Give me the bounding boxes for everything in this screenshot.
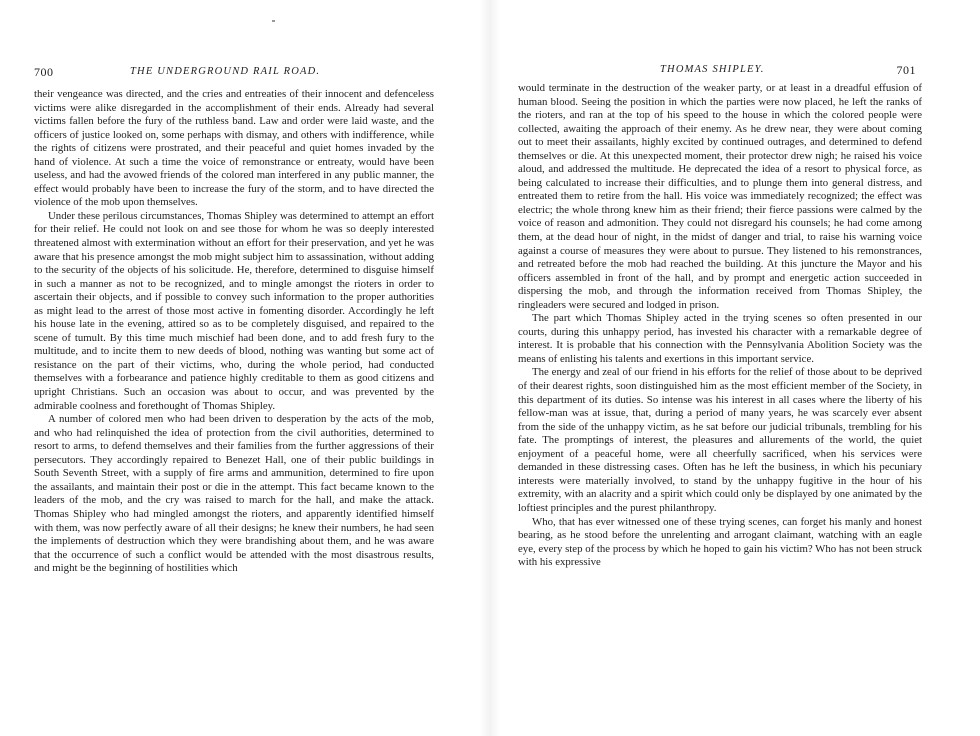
running-title: THOMAS SHIPLEY. [660,64,765,75]
paragraph: would terminate in the destruction of the weaker party, or at least in a dreadful effusion of human blood. Seeing the position in which the parties were now placed, he left the ranks of the rioters, and ran at the top of his speed to the house in which the colored people were collected, awaiting the approach of their enemy. As he drew near, they were about coming out to meet their assailants, highly excited by continued outrages, and determined to defend themselves or die. At this unexpected moment, their protector drew nigh; he raised his voice aloud, and addressed the multitude. He deprecated the idea of a resort to physical force, as being calculated to increase their difficulties, and to plunge them into general distress, and entreated them to retire from the hall. His voice was immediately recognized; the effect was electric; the whole throng knew him as their friend; their fierce passions were calmed by the voice of reason and admonition. They could not disregard his counsels; he had come among them, at the dead hour of night, in the midst of danger and trial, to raise his warning voice against a course of measures they were about to pursue. They listened to his remonstrances, and retreated before the mob had reached the building. At this juncture the Mayor and his officers assembled in front of the hall, and by prompt and energetic action succeeded in dispersing the mob, and through the information received from Thomas Shipley, the ringleaders were secured and lodged in prison. [518,82,922,311]
book-spine [480,0,500,736]
running-title: THE UNDERGROUND RAIL ROAD. [130,66,321,77]
paragraph: A number of colored men who had been driven to desperation by the acts of the mob, and who had relinquished the idea of protection from the civil authorities, determined to resort to arms, to defend themselves and their families from the further aggressions of their persecutors. They accordingly repaired to Benezet Hall, one of their public buildings in South Seventh Street, with a supply of fire arms and ammunition, determined to fire upon the assailants, and maintain their post or die in the attempt. This fact became known to the leaders of the mob, and the cry was raised to march for the hall, and make the attack. Thomas Shipley who had mingled amongst the rioters, and apparently identified himself with them, was now perfectly aware of all their designs; he knew their numbers, he had seen the implements of destruction which they were brandishing about them, and he was aware that the occurrence of such a conflict would be attended with the most disastrous results, and might be the beginning of hostilities which [34,413,434,575]
left-page [0,0,480,736]
page-number: 701 [896,63,916,77]
paragraph: their vengeance was directed, and the cries and entreaties of their innocent and defenceless victims were alike disregarded in the accomplishment of their ends. Already had several victims fallen before the fury of the ruthless band. Law and order were laid waste, and the officers of justice looked on, some perhaps with dismay, and others with indifference, while the rights of citizens were prostrated, and their peaceful and quiet homes invaded by the hand of violence. At such a time the voice of remonstrance or entreaty, would have been useless, and had the avowed friends of the colored man interfered in any public manner, the effect would probably have been to increase the fury of the storm, and to have directed the violence of the mob upon themselves. [34,88,434,209]
page-number: 700 [34,65,54,79]
body-text [518,82,922,570]
right-page [500,0,980,736]
body-text [34,88,434,576]
paragraph: The energy and zeal of our friend in his efforts for the relief of those about to be deprived of their dearest rights, soon distinguished him as the most efficient member of the Society, in this department of its duties. So intense was his interest in all cases where the liberty of his fellow-man was at issue, that, during a period of many years, he was scarcely ever absent from the side of the unhappy victim, as he sat before our judicial tribunals, trembling for his fate. The promptings of interest, the pleasures and allurements of the world, the quiet enjoyment of a peaceful home, were all cheerfully sacrificed, when his services were demanded in these distressing cases. Often has he left the business, in which his pecuniary interests were materially involved, to stand by the unhappy fugitive in the hour of his extremity, with an alacrity and a spirit which could only be displayed by one animated by the loftiest principles and the purest philanthropy. [518,366,922,514]
paragraph: Who, that has ever witnessed one of these trying scenes, can forget his manly and honest bearing, as he stood before the unrelenting and arrogant claimant, watching with an eagle eye, every step of the process by which he hoped to gain his victim? Who has not been struck with his expressive [518,515,922,569]
paragraph: The part which Thomas Shipley acted in the trying scenes so often presented in our courts, during this unhappy period, has invested his character with a remarkable degree of interest. It is probable that his connection with the Pennsylvania Abolition Society was the means of enlisting his talents and exertions in this important service. [518,312,922,365]
paragraph: Under these perilous circumstances, Thomas Shipley was determined to attempt an effort for their relief. He could not look on and see those for whom he was so deeply interested threatened almost with extermination without an effort for their preservation, and yet he was aware that his presence amongst the mob might subject him to assassination, without adding to the security of the objects of his solicitude. He, therefore, determined to disguise himself in such a manner as not to be recognized, and to mingle amongst the rioters in order to ascertain their objects, and if possible to convey such information to the proper authorities as might lead to the arrest of those most active in fomenting disorder. Accordingly he left his house late in the evening, attired so as to be completely disguised, and repaired to the scene of tumult. By this time much mischief had been done, and to add fresh fury to the multitude, and to incite them to new deeds of blood, nothing was wanting but some act of resistance on the part of their victims, who, during the whole period, had conducted themselves with a forbearance and patience highly creditable to them as good citizens and upright Christians. Such an occasion was about to occur, and was prevented by the admirable coolness and forethought of Thomas Shipley. [34,209,434,412]
